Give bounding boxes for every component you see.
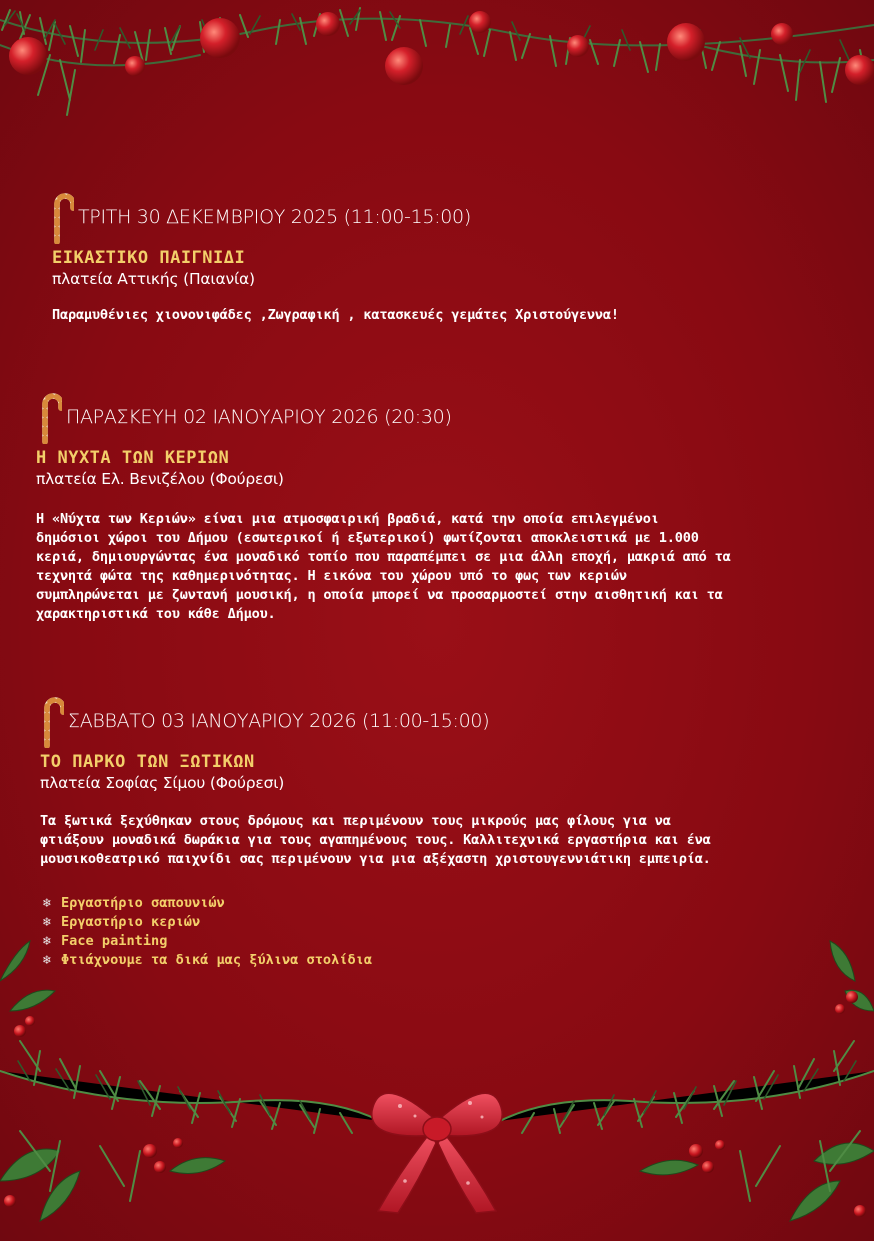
description-line: μουσικοθεατρικό παιχνίδι σας περιμένουν για μια αξέχαστη χριστουγεννιάτικη εμπειρία.	[40, 851, 711, 867]
list-item	[43, 894, 372, 913]
candy-cane-icon	[48, 190, 74, 244]
event-2	[36, 390, 856, 624]
event-date-row	[38, 694, 838, 748]
description-line: τεχνητά φώτα της καθημερινότητας. Η εικόνα του χώρου υπό το φως των κεριών	[36, 568, 627, 584]
description-line: δημόσιοι χώροι του Δήμου (εσωτερικοί ή εξωτερικοί) φωτίζονται αποκλειστικά με 1.000	[36, 530, 699, 546]
event-title: ΤΟ ΠΑΡΚΟ ΤΩΝ ΞΩΤΙΚΩΝ	[40, 752, 255, 772]
event-place: πλατεία Αττικής (Παιανία)	[52, 270, 255, 288]
description-line: χαρακτηριστικά του κάθε Δήμου.	[36, 606, 276, 622]
snowflake-icon: ❄	[43, 934, 51, 949]
event-1	[48, 190, 838, 325]
top-garland-decoration	[0, 0, 874, 140]
event-title: ΕΙΚΑΣΤΙΚΟ ΠΑΙΓΝΙΔΙ	[52, 248, 246, 268]
snowflake-icon: ❄	[43, 896, 51, 911]
workshop-label: Face painting	[61, 933, 168, 949]
description-line: κεριά, δημιουργώντας ένα μοναδικό τοπίο που παραπέμπει σε μια άλλη εποχή, μακριά από τα	[36, 549, 731, 565]
description-line: Η «Νύχτα των Κεριών» είναι μια ατμοσφαιρική βραδιά, κατά την οποία επιλεγμένοι	[36, 511, 659, 527]
candy-cane-icon	[38, 694, 64, 748]
event-date: ΠΑΡΑΣΚΕΥΗ 02 ΙΑΝΟΥΑΡΙΟΥ 2026 (20:30)	[66, 406, 452, 428]
event-description	[40, 812, 838, 869]
event-date: ΣΑΒΒΑΤΟ 03 ΙΑΝΟΥΑΡΙΟΥ 2026 (11:00-15:00)	[68, 710, 490, 732]
candy-cane-icon	[36, 390, 62, 444]
event-date-row	[48, 190, 838, 244]
event-place: πλατεία Ελ. Βενιζέλου (Φούρεσι)	[36, 470, 284, 488]
description-line: συμπληρώνεται με ζωντανή μουσική, η οποία μπορεί να προσαρμοστεί στην αισθητική και τα	[36, 587, 723, 603]
description-line: Τα ξωτικά ξεχύθηκαν στους δρόμους και περιμένουν τους μικρούς μας φίλους για να	[40, 813, 671, 829]
workshop-label: Φτιάχνουμε τα δικά μας ξύλινα στολίδια	[61, 952, 372, 968]
workshop-label: Εργαστήριο κεριών	[61, 914, 201, 930]
event-description: Παραμυθένιες χιονονιφάδες ,Ζωγραφική , κατασκευές γεμάτες Χριστούγεννα!	[52, 307, 619, 323]
snowflake-icon: ❄	[43, 953, 51, 968]
workshop-label: Εργαστήριο σαπουνιών	[61, 895, 225, 911]
event-title: Η ΝΥΧΤΑ ΤΩΝ ΚΕΡΙΩΝ	[36, 448, 230, 468]
event-date-row	[36, 390, 856, 444]
event-place: πλατεία Σοφίας Σίμου (Φούρεσι)	[40, 774, 285, 792]
description-line: φτιάξουν μοναδικά δωράκια για τους αγαπημένους τους. Καλλιτεχνικά εργαστήρια και ένα	[40, 832, 711, 848]
event-3	[38, 694, 838, 869]
snowflake-icon: ❄	[43, 915, 51, 930]
event-date: ΤΡΙΤΗ 30 ΔΕΚΕΜΒΡΙΟΥ 2025 (11:00-15:00)	[78, 206, 471, 228]
event-description	[36, 510, 856, 624]
bottom-garland-decoration	[0, 921, 874, 1241]
